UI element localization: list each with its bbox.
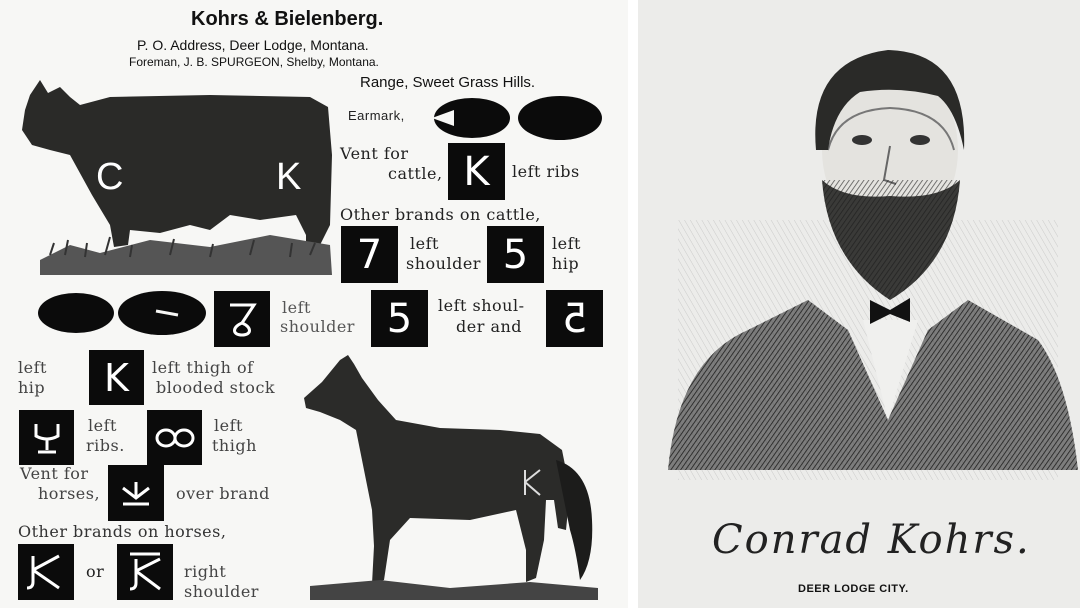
left-shoulder-label-3a: left shoul- xyxy=(438,296,525,315)
horse-illustration xyxy=(300,350,600,600)
left-hip2-label-a: left xyxy=(18,358,47,377)
left-thigh-label-a: left xyxy=(214,416,243,435)
earmark-mark xyxy=(432,94,602,144)
left-shoulder-label-2a: left xyxy=(282,298,311,317)
brand-5c-reversed: 5 xyxy=(546,290,603,347)
or-label: or xyxy=(86,562,105,581)
left-shoulder-label-1b: shoulder xyxy=(406,254,481,273)
over-brand-label: over brand xyxy=(176,484,270,503)
left-ribs-label-b: ribs. xyxy=(86,436,125,455)
left-hip2-label-b: hip xyxy=(18,378,46,397)
brand-5b: 5 xyxy=(371,290,428,347)
left-ribs-label-a: left xyxy=(88,416,117,435)
portrait-signature: Conrad Kohrs. xyxy=(712,517,1031,563)
panel-divider xyxy=(628,0,638,608)
earmark-label: Earmark, xyxy=(348,108,405,123)
left-hip-label-b: hip xyxy=(552,254,580,273)
right-shoulder-label-b: shoulder xyxy=(184,582,259,601)
right-shoulder-label-a: right xyxy=(184,562,227,581)
blooded-label-b: blooded stock xyxy=(156,378,276,397)
left-shoulder-label-3b: der and xyxy=(456,317,523,336)
other-horse-brands: Other brands on horses, xyxy=(18,522,227,541)
blooded-label-a: left thigh of xyxy=(152,358,254,377)
ad-address: P. O. Address, Deer Lodge, Montana. xyxy=(137,37,369,53)
horse-brand-k-bar xyxy=(117,544,173,600)
brand-y-ribs xyxy=(19,410,74,465)
vent-cattle-brand: K xyxy=(448,143,505,200)
cow-brand-k: K xyxy=(276,156,302,198)
horse-brand-k xyxy=(18,544,74,600)
cattle-brand-5: 5 xyxy=(487,226,544,283)
left-thigh-label-b: thigh xyxy=(212,436,257,455)
vent-cattle-location: left ribs xyxy=(512,162,580,181)
vent-horses-text-1: Vent for xyxy=(20,464,89,483)
brand-k-hip: K xyxy=(89,350,144,405)
portrait-engraving xyxy=(638,0,1080,520)
ad-title: Kohrs & Bielenberg. xyxy=(191,8,384,30)
ad-range: Range, Sweet Grass Hills. xyxy=(360,74,536,91)
vent-horses-text-2: horses, xyxy=(38,484,101,503)
vent-cattle-text-2: cattle, xyxy=(388,164,443,183)
vent-cattle-text-1: Vent for xyxy=(340,144,409,163)
brand-eight-thigh xyxy=(147,410,202,465)
portrait-caption: DEER LODGE CITY. xyxy=(798,583,909,595)
ad-foreman: Foreman, J. B. SPURGEON, Shelby, Montana. xyxy=(129,55,379,69)
left-hip-label-a: left xyxy=(552,234,581,253)
left-shoulder-label-2b: shoulder xyxy=(280,317,355,336)
brand-7-hooked xyxy=(214,291,270,347)
cow-brand-c: C xyxy=(96,156,124,198)
left-shoulder-label-1a: left xyxy=(410,234,439,253)
other-cattle-brands: Other brands on cattle, xyxy=(340,205,541,224)
cattle-brand-7: 7 xyxy=(341,226,398,283)
earmark-mark-2 xyxy=(38,289,208,339)
vent-horses-brand xyxy=(108,465,164,521)
portrait-panel xyxy=(638,0,1080,608)
